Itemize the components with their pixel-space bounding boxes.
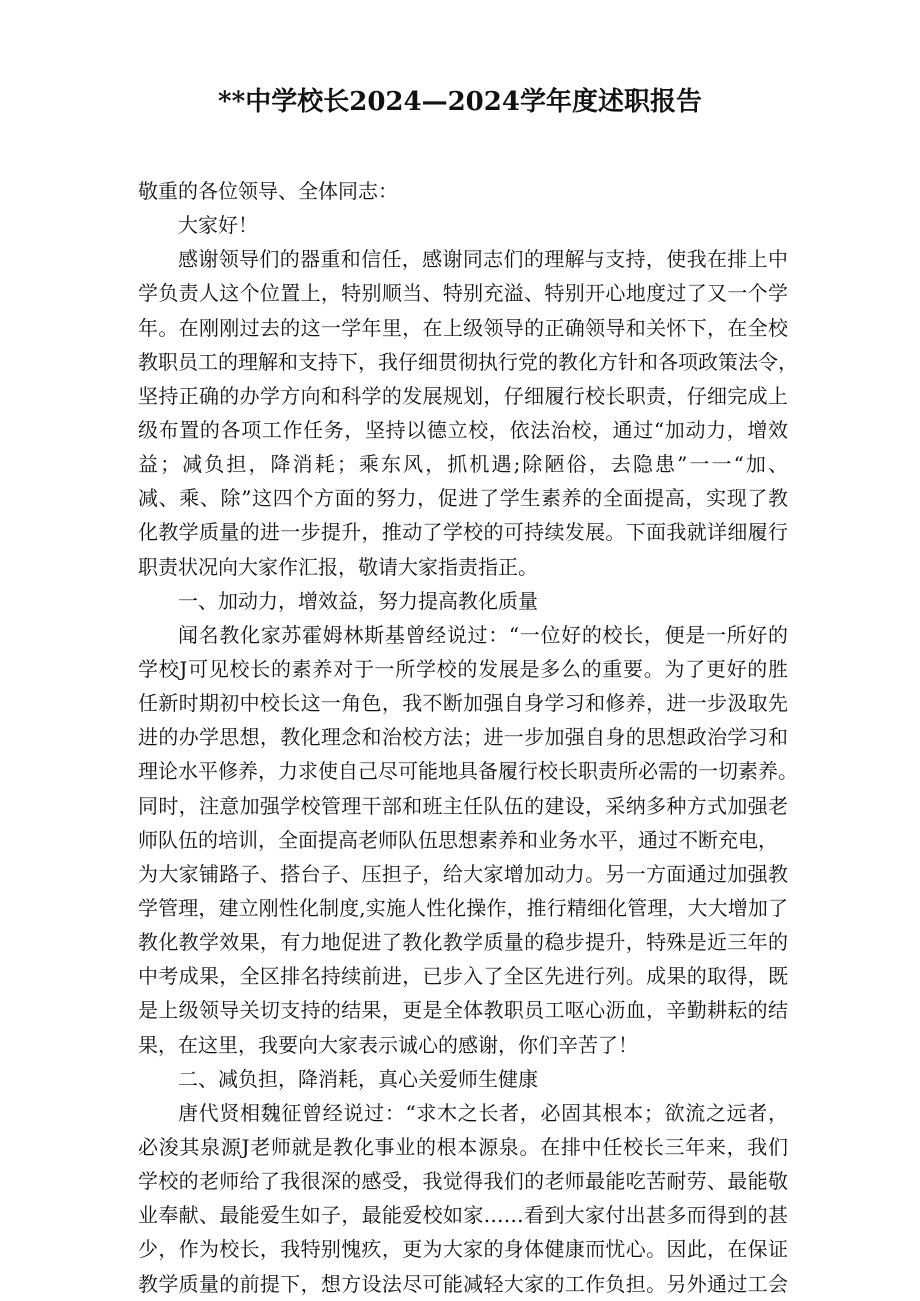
text-line: 职责状况向大家作汇报，敬请大家指责指正。 xyxy=(138,554,538,579)
document-title: **中学校长2024—2024学年度述职报告 xyxy=(218,87,702,117)
text-line: 学负责人这个位置上，特别顺当、特别充溢、特别开心地度过了又一个学 xyxy=(138,281,788,306)
text-line: 唐代贤相魏征曾经说过：“求木之长者，必固其根本；欲流之远者， xyxy=(178,1100,788,1125)
text-line: 任新时期初中校长这一角色，我不断加强自身学习和修养，进一步汲取先 xyxy=(138,691,788,716)
text-line: 二、减负担，降消耗，真心关爱师生健康 xyxy=(178,1066,538,1091)
text-line: 理论水平修养，力求使自己尽可能地具备履行校长职责所必需的一切素养。 xyxy=(138,759,798,784)
text-line: 是上级领导关切支持的结果，更是全体教职员工呕心沥血，辛勤耕耘的结 xyxy=(138,998,788,1023)
document-body xyxy=(138,174,798,1301)
text-line: 业奉献、最能爱生如子，最能爱校如家……看到大家付出甚多而得到的甚 xyxy=(138,1203,788,1228)
text-line: 年。在刚刚过去的这一学年里，在上级领导的正确领导和关怀下，在全校 xyxy=(138,315,788,340)
text-line: 教学质量的前提下，想方设法尽可能减轻大家的工作负担。另外通过工会 xyxy=(138,1271,788,1296)
text-line: 感谢领导们的器重和信任，感谢同志们的理解与支持，使我在排上中 xyxy=(178,247,788,272)
text-line: 学校的老师给了我很深的感受，我觉得我们的老师最能吃苦耐劳、最能敬 xyxy=(138,1169,788,1194)
text-line: 学管理，建立刚性化制度,实施人性化操作，推行精细化管理，大大增加了 xyxy=(138,895,788,920)
text-line: 少，作为校长，我特别愧疚，更为大家的身体健康而忧心。因此，在保证 xyxy=(138,1237,788,1262)
text-line: 教职员工的理解和支持下，我仔细贯彻执行党的教化方针和各项政策法令， xyxy=(138,349,798,374)
text-line: 大家好！ xyxy=(178,213,258,238)
text-line: 闻名教化家苏霍姆林斯基曾经说过：“一位好的校长，便是一所好的 xyxy=(178,622,788,647)
text-line: 教化教学效果，有力地促进了教化教学质量的稳步提升，特殊是近三年的 xyxy=(138,930,788,955)
text-line: 中考成果，全区排名持续前进，已步入了全区先进行列。成果的取得，既 xyxy=(138,964,788,989)
text-line: 同时，注意加强学校管理干部和班主任队伍的建设，采纳多种方式加强老 xyxy=(138,793,788,818)
text-line: 减、乘、除”这四个方面的努力，促进了学生素养的全面提高，实现了教 xyxy=(138,486,788,511)
text-line: 师队伍的培训，全面提高老师队伍思想素养和业务水平，通过不断充电， xyxy=(138,827,778,852)
text-line: 必浚其泉源J老师就是教化事业的根本源泉。在排中任校长三年来，我们 xyxy=(138,1134,788,1159)
text-line: 级布置的各项工作任务，坚持以德立校，依法治校，通过“加动力，增效 xyxy=(138,417,788,442)
text-line: 进的办学思想，教化理念和治校方法；进一步加强自身的思想政治学习和 xyxy=(138,725,788,750)
text-line: 坚持正确的办学方向和科学的发展规划，仔细履行校长职责，仔细完成上 xyxy=(138,383,788,408)
text-line: 学校J可见校长的素养对于一所学校的发展是多么的重要。为了更好的胜 xyxy=(138,656,788,681)
text-line: 为大家铺路子、搭台子、压担子，给大家增加动力。另一方面通过加强教 xyxy=(138,861,788,886)
text-line: 益；减负担，降消耗；乘东风，抓机遇;除陋俗，去隐患”一一“加、 xyxy=(138,452,788,477)
text-line: 敬重的各位领导、全体同志： xyxy=(138,179,398,203)
text-line: 化教学质量的进一步提升，推动了学校的可持续发展。下面我就详细履行 xyxy=(138,520,788,545)
text-line: 果，在这里，我要向大家表示诚心的感谢，你们辛苦了！ xyxy=(138,1032,638,1057)
text-line: 一、加动力，增效益，努力提高教化质量 xyxy=(178,588,538,613)
